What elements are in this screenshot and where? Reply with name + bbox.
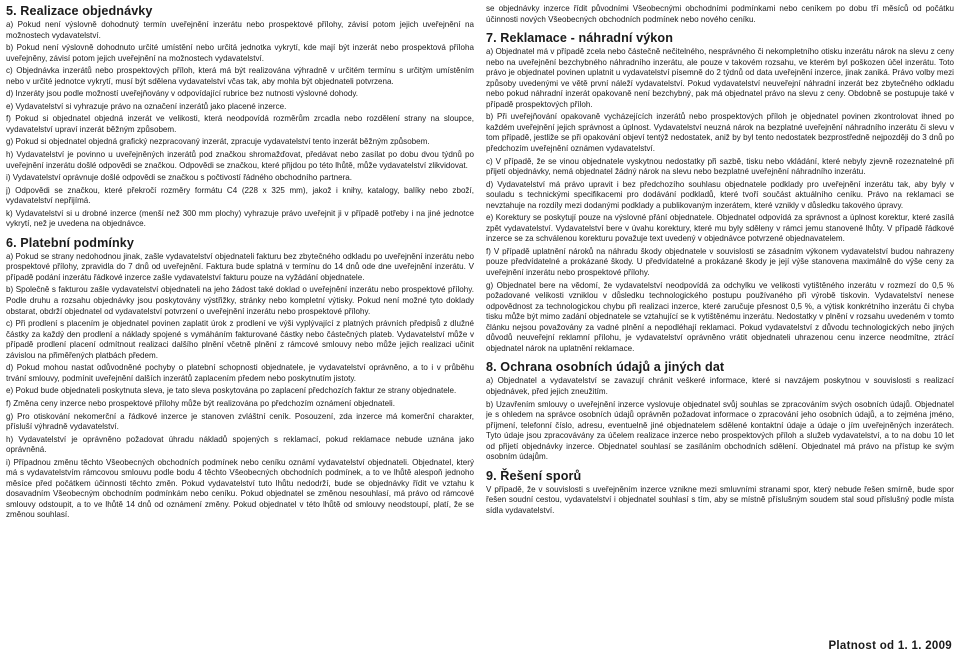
section-7-item-a: a) Objednatel má v případě zcela nebo částečně nečitelného, nesprávného či nekompletního otisku inzerátu nárok na slevu z ceny nebo na uveřejnění bezchybného náhradního inzerátu, ale pouze v takovém rozsahu, ve kterém byl poškozen účel inzerátu. Toto právo je objednatel povinen uplatnit u vydavatelství písemně do 2 týdnů od data uveřejnění inzerce, jinak zaniká. Právo volby mezi způsoby uvedenými ve větě první náleží vydavatelství. Pokud vydavatelství neuveřejní náhradní inzerát bez zbytečného odkladu nebo pokud náhradní inzerát opakovaně není bezchybný, pak má objednatel právo na slevu z ceny. Obdobně se postupuje také v případě prospektových příloh. bbox=[486, 47, 954, 109]
section-6-body bbox=[6, 252, 474, 521]
section-7-item-c: c) V případě, že se vinou objednatele vyskytnou nedostatky při sazbě, tisku nebo vkládání, které nebyly zjevně rozeznatelné při přijetí objednávky, nemá objednatel žádný nárok na slevu nebo bezplatné uveřejnění náhradního inzerátu. bbox=[486, 156, 954, 177]
section-6-item-d: d) Pokud mohou nastat odůvodněné pochyby o platební schopnosti objednatele, je vydavatelství oprávněno, a to i v průběhu trvání smlouvy, podmínit uveřejnění dalších inzerátů zaplacením předem nebo poskytnutím jistoty. bbox=[6, 363, 474, 383]
section-6-item-a: a) Pokud se strany nedohodnou jinak, zašle vydavatelství objednateli fakturu bez zbytečného odkladu po uveřejnění inzerátu nebo prospektové přílohy, zpravidla do 7 dnů od uveřejnění. Faktura bude splatná v termínu do 14 dnů ode dne uveřejnění inzerátu. V případě podání inzerátu řádkové inzerce zašle vydavatelství fakturu pouze na vyžádání objednatele. bbox=[6, 251, 474, 282]
section-9-body bbox=[486, 485, 954, 517]
section-5-item-e: e) Vydavatelství si vyhrazuje právo na označení inzerátů jako placené inzerce. bbox=[6, 101, 287, 111]
left-column bbox=[6, 4, 474, 655]
section-5-item-j: j) Odpovědi se značkou, které překročí rozměry formátu C4 (228 x 325 mm), jakož i knihy, katalogy, balíky nebo zboží, vydavatelství nepřijímá. bbox=[6, 185, 474, 206]
section-7-item-e: e) Korektury se poskytují pouze na výslovné přání objednatele. Objednatel odpovídá za správnost a úplnost korektur, které zasílá zpět vydavatelství. Vydavatelství bere v úvahu korektury, které mu byly sděleny v rámci jemu stanovené lhůty. V případě řádkové inzerce se za schválenou korekturu považuje text uvedený v objednávce potvrzené objednavatelem. bbox=[486, 213, 954, 244]
section-5-item-f: f) Pokud si objednatel objedná inzerát ve velikosti, která neodpovídá rozměrům zrcadla nebo rozdělení strany na sloupce, vydavatelství upraví inzerát běžným způsobem. bbox=[6, 114, 474, 134]
section-6-title: 6. Platební podmínky bbox=[6, 235, 134, 250]
section-7-item-d: d) Vydavatelství má právo upravit i bez předchozího souhlasu objednatele podklady pro uveřejnění inzerátu tak, aby byly v souladu s technickými specifikacemi pro dodávání podkladů, které tvoří součást aktuálního ceníku. Právo na reklamaci se nevztahuje na rozdíly mezi dodanými podklady a publikovaným inzerátem, které vznikly v důsledku takového úpravy. bbox=[486, 179, 954, 210]
section-7-item-b: b) Při uveřejňování opakovaně vycházejících inzerátů nebo prospektových příloh je objednatel povinen zkontrolovat ihned po každém uveřejnění jejich správnost a úplnost. Vydavatelství neuzná nárok na bezplatné uveřejnění náhradního inzerátu či slevu v tom případě, jestliže se při opakování objeví tentýž nedostatek, aniž by byl tento nedostatek bezprostředně nejpozději do 3 dnů po předchozím uveřejnění oznámen vydavatelství. bbox=[486, 112, 954, 154]
section-6-continuation bbox=[486, 4, 954, 25]
section-5-item-b: b) Pokud není výslovně dohodnuto určité umístění nebo určitá jednotka vykrytí, kde mají být inzerát nebo prospektová příloha uveřejněny, závisí potom jejich uveřejnění na možnostech vydavatelství. bbox=[6, 43, 474, 63]
section-5-item-h: h) Vydavatelství je povinno u uveřejněných inzerátů pod značkou shromažďovat, předávat nebo zasílat po dobu dvou týdnů po uveřejnění inzerátu došlé odpovědi se značkou. Odpovědi se značkou, které přijdou po této lhůtě, může vydavatelství zlikvidovat. bbox=[6, 150, 474, 170]
section-8-item-b: b) Uzavřením smlouvy o uveřejnění inzerce vyslovuje objednatel svůj souhlas se zpracováním svých osobních údajů. Objednatel je s ohledem na správce osobních údajů oprávněn požadovat informace o zpracování jeho osobních údajů, a to zejména jméno, příjmení, telefonní číslo, adresu, eventuelně jiné objednatelem sdělené kontaktní údaje a údaje o jím uveřejněných inzerátech. Tyto údaje jsou zpracovávány za účelem realizace inzerce nebo prospektových příloh a služeb vydavatelství, a to na dobu 10 let od přijetí objednávky inzerce. Objednatel souhlasí se zasíláním obchodních sdělení. Objednatel má právo na přístup ke svým osobním údajům. bbox=[486, 399, 954, 462]
section-5-body bbox=[6, 20, 474, 230]
section-6-item-h: h) Vydavatelství je oprávněno požadovat úhradu nákladů spojených s reklamací, pokud reklamace nebude uznána jako oprávněná. bbox=[6, 434, 474, 455]
section-8-item-a: a) Objednatel a vydavatelství se zavazují chránit veškeré informace, které si navzájem poskytnou v souvislosti s realizací objednávek, před jejich zneužitím. bbox=[486, 376, 954, 396]
section-5-item-d: d) Inzeráty jsou podle možností uveřejňovány v odpovídající rubrice bez nutnosti výslovné dohody. bbox=[6, 89, 359, 99]
right-column bbox=[486, 4, 954, 655]
section-7-title: 7. Reklamace - náhradní výkon bbox=[486, 31, 673, 46]
section-8-title: 8. Ochrana osobních údajů a jiných dat bbox=[486, 360, 725, 375]
section-6-item-e: e) Pokud bude objednateli poskytnuta sleva, je tato sleva poskytována po zaplacení předchozích faktur ze strany objednatele. bbox=[6, 386, 457, 396]
section-6-item-g: g) Pro otiskování nekomerční a řádkové inzerce je stanoven zvláštní ceník. Posouzení, zda inzerce má komerční charakter, přísluší výhradně vydavatelství. bbox=[6, 411, 474, 432]
section-7-item-f: f) V případě uplatnění nároků na náhradu škody objednatele v souvislosti se zásadním výkonem vydavatelství budou nahrazeny pouze předvídatelné a prokázané škody. U předvídatelné a prokázané škody je její výše stanovena maximálně do výše ceny za uveřejnění inzerátu nebo prospektové přílohy. bbox=[486, 246, 954, 278]
section-7-body bbox=[486, 47, 954, 354]
section-9-title: 9. Řešení sporů bbox=[486, 468, 582, 483]
section-8-body bbox=[486, 376, 954, 462]
validity-date: Platnost od 1. 1. 2009 bbox=[828, 640, 952, 652]
section-5-item-a: a) Pokud není výslovně dohodnutý termín uveřejnění inzerátu nebo prospektové přílohy, závisí potom jejich uveřejnění na možnostech vydavatelství. bbox=[6, 20, 474, 40]
section-5-title: 5. Realizace objednávky bbox=[6, 4, 153, 18]
section-6-item-i: i) Případnou změnu těchto Všeobecných obchodních podmínek nebo ceníku oznámí vydavatelství objednateli. Objednatel, který má s vydavatelstvím rámcovou smlouvu podle bodu 4 těchto Všeobecných obchodních podmínek, a to ve lhůtě alespoň jednoho měsíce před počátkem účinnosti těchto změn. Pokud vydavatelství tuto lhůtu nedodrží, bude se objednávky řídit ve vztahu k dosavadním Všeobecným obchodním podmínkám nebo ceníku. Pokud objednatel se změnou nesouhlasí, má právo od rámcové smlouvy odstoupit, a to ve lhůtě 14 dnů od oznámení změny. Pokud objednatel v této lhůtě od smlouvy neodstoupí, platí, že se změnou souhlasí. bbox=[6, 457, 474, 520]
section-6-item-c: c) Při prodlení s placením je objednatel povinen zaplatit úrok z prodlení ve výši vyplývající z platných právních předpisů z dlužné částky za každý den prodlení a náklady spojené s vymáháním fakturované částky nebo částečných plateb. Vydavatelství může v případě prodlení placení odmítnout realizaci dalšího plnění včetně plnění z rámcové smlouvy nebo může jejich realizaci učinit závislou na přiměřených platbách předem. bbox=[6, 319, 474, 360]
continuation-text: se objednávky inzerce řídit původními Všeobecnými obchodními podmínkami nebo ceníkem po dobu tří měsíců od počátku účinnosti nových Všeobecných obchodních podmínek nebo nového ceníku. bbox=[486, 4, 954, 24]
section-5-item-i: i) Vydavatelství oprávnuje došlé odpovědi se značkou s počtivostí řádného obchodního partnera. bbox=[6, 173, 353, 183]
section-6-item-f: f) Změna ceny inzerce nebo prospektové přílohy může být realizována po předchozím oznámení objednateli. bbox=[6, 398, 395, 408]
section-7-item-g: g) Objednatel bere na vědomí, že vydavatelství neodpovídá za odchylku ve velikosti vytištěného inzerátu v rozmezí do 0,5 % požadované velikosti vzniklou v důsledku technologického postupu používaného při výrobě tiskovin. Vydavatelství nenese odpovědnost za technologickou chybu při realizaci inzerce, které zaručuje přesnost 0,5 %, a výtisk konkrétního inzerátu či chyba tisku může být mimo zadání objednatele se vztahující se k vytištěnému inzerátu. Nedostatky v plnění v rozsahu uvedeném v tomto článku nejsou považovány za vadné plnění a nepodléhají reklamaci. Pokud vydavatelství z důvodu technologických nebo jiných důvodů neuveřejní reklamní přílohu, je vydavatelství oprávněno vrátit objednateli uhrazenou cenu inzerce neodmítne, ztrácí objednatel nárok na uplatnění reklamace. bbox=[486, 280, 954, 353]
section-9-text: V případě, že v souvislosti s uveřejněním inzerce vznikne mezi smluvními stranami spor, který nebude řešen smírně, bude spor řešen soudní cestou, vydavatelství i objednatel souhlasí s tím, aby se místně příslušným soudem stal soud příslušný podle místa sídla vydavatelství. bbox=[486, 484, 954, 515]
section-5-item-k: k) Vydavatelství si u drobné inzerce (menší než 300 mm plochy) vyhrazuje právo uveřejnit ji v případě potřeby i na jiné jednotce vykrytí, než je uvedena na objednávce. bbox=[6, 208, 474, 229]
section-6-item-b: b) Společně s fakturou zašle vydavatelství objednateli na jeho žádost také doklad o uveřejnění inzerátu nebo prospektové přílohy. Podle druhu a rozsahu objednávky jsou poskytovány výstřižky, stránky nebo kompletní výtisky. Pokud není možné tyto doklady obstarat, obdrží objednatel od vydavatelství potvrzení o uveřejnění inzerátu nebo prospektové přílohy. bbox=[6, 285, 474, 316]
section-5-item-c: c) Objednávka inzerátů nebo prospektových příloh, která má být realizována výhradně v určitém termínu s určitým umístěním nebo v určité jednotce vykrytí, musí být sdělena vydavatelství včas tak, aby mohla být objednateli potvrzena. bbox=[6, 66, 474, 86]
section-5-item-g: g) Pokud si objednatel objedná grafický nezpracovaný inzerát, zpracuje vydavatelství tento inzerát běžným způsobem. bbox=[6, 137, 430, 147]
